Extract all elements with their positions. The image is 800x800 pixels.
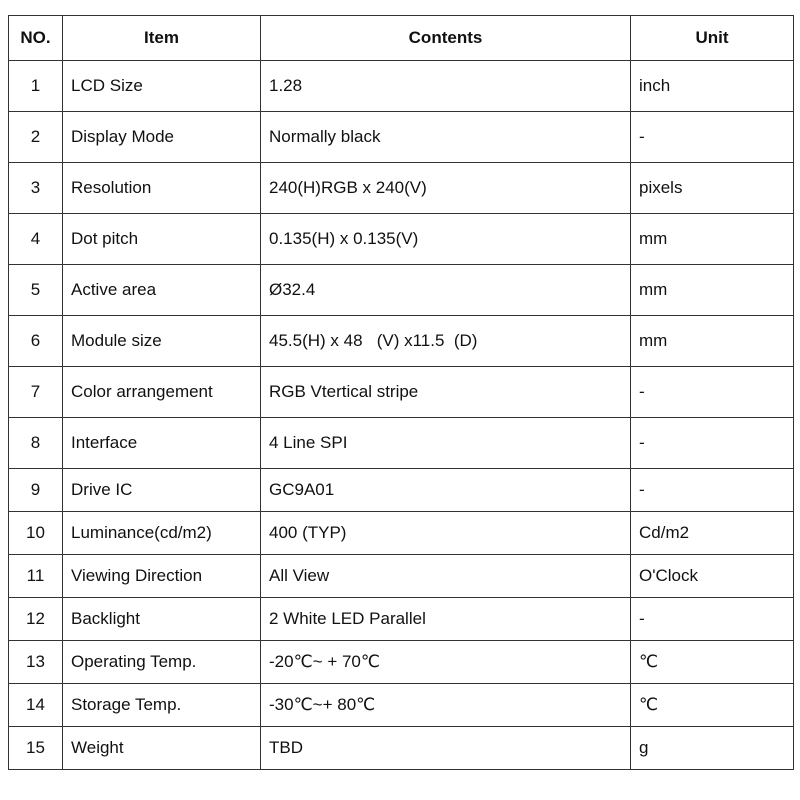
table-row (9, 265, 794, 316)
cell-no: 9 (9, 469, 63, 512)
cell-unit: mm (631, 316, 794, 367)
table-row (9, 367, 794, 418)
cell-item: Dot pitch (63, 214, 261, 265)
cell-no: 8 (9, 418, 63, 469)
cell-no: 12 (9, 598, 63, 641)
spec-table (8, 15, 794, 770)
cell-unit: O'Clock (631, 555, 794, 598)
cell-contents: TBD (261, 727, 631, 770)
cell-item: Display Mode (63, 112, 261, 163)
cell-unit: Cd/m2 (631, 512, 794, 555)
cell-contents: 2 White LED Parallel (261, 598, 631, 641)
cell-contents: 0.135(H) x 0.135(V) (261, 214, 631, 265)
cell-unit: inch (631, 61, 794, 112)
table-row (9, 316, 794, 367)
cell-item: Storage Temp. (63, 684, 261, 727)
cell-unit: - (631, 112, 794, 163)
cell-contents: 45.5(H) x 48 (V) x11.5 (D) (261, 316, 631, 367)
table-row (9, 641, 794, 684)
cell-contents: GC9A01 (261, 469, 631, 512)
table-row (9, 214, 794, 265)
cell-unit: - (631, 598, 794, 641)
cell-no: 10 (9, 512, 63, 555)
cell-item: Drive IC (63, 469, 261, 512)
cell-contents: 400 (TYP) (261, 512, 631, 555)
cell-item: Viewing Direction (63, 555, 261, 598)
header-item: Item (63, 16, 261, 61)
cell-no: 11 (9, 555, 63, 598)
cell-item: LCD Size (63, 61, 261, 112)
table-row (9, 61, 794, 112)
cell-unit: - (631, 469, 794, 512)
cell-item: Luminance(cd/m2) (63, 512, 261, 555)
cell-no: 3 (9, 163, 63, 214)
cell-item: Operating Temp. (63, 641, 261, 684)
table-row (9, 512, 794, 555)
table-row (9, 684, 794, 727)
cell-item: Weight (63, 727, 261, 770)
cell-item: Resolution (63, 163, 261, 214)
table-row (9, 163, 794, 214)
header-contents: Contents (261, 16, 631, 61)
table-row (9, 112, 794, 163)
cell-no: 1 (9, 61, 63, 112)
cell-unit: - (631, 367, 794, 418)
table-row (9, 598, 794, 641)
cell-unit: g (631, 727, 794, 770)
cell-contents: -20℃~ + 70℃ (261, 641, 631, 684)
cell-no: 7 (9, 367, 63, 418)
cell-no: 4 (9, 214, 63, 265)
table-row (9, 469, 794, 512)
header-no: NO. (9, 16, 63, 61)
cell-contents: Normally black (261, 112, 631, 163)
cell-unit: ℃ (631, 641, 794, 684)
cell-no: 15 (9, 727, 63, 770)
cell-no: 5 (9, 265, 63, 316)
table-header-row (9, 16, 794, 61)
cell-contents: 1.28 (261, 61, 631, 112)
table-row (9, 555, 794, 598)
table-row (9, 727, 794, 770)
cell-item: Color arrangement (63, 367, 261, 418)
cell-contents: RGB Vtertical stripe (261, 367, 631, 418)
cell-contents: 4 Line SPI (261, 418, 631, 469)
cell-unit: pixels (631, 163, 794, 214)
cell-item: Interface (63, 418, 261, 469)
cell-contents: -30℃~+ 80℃ (261, 684, 631, 727)
cell-contents: Ø32.4 (261, 265, 631, 316)
cell-unit: - (631, 418, 794, 469)
cell-contents: 240(H)RGB x 240(V) (261, 163, 631, 214)
header-unit: Unit (631, 16, 794, 61)
cell-unit: mm (631, 214, 794, 265)
cell-no: 13 (9, 641, 63, 684)
cell-no: 14 (9, 684, 63, 727)
cell-no: 2 (9, 112, 63, 163)
cell-item: Active area (63, 265, 261, 316)
cell-item: Backlight (63, 598, 261, 641)
cell-no: 6 (9, 316, 63, 367)
cell-item: Module size (63, 316, 261, 367)
cell-unit: mm (631, 265, 794, 316)
cell-unit: ℃ (631, 684, 794, 727)
cell-contents: All View (261, 555, 631, 598)
table-row (9, 418, 794, 469)
